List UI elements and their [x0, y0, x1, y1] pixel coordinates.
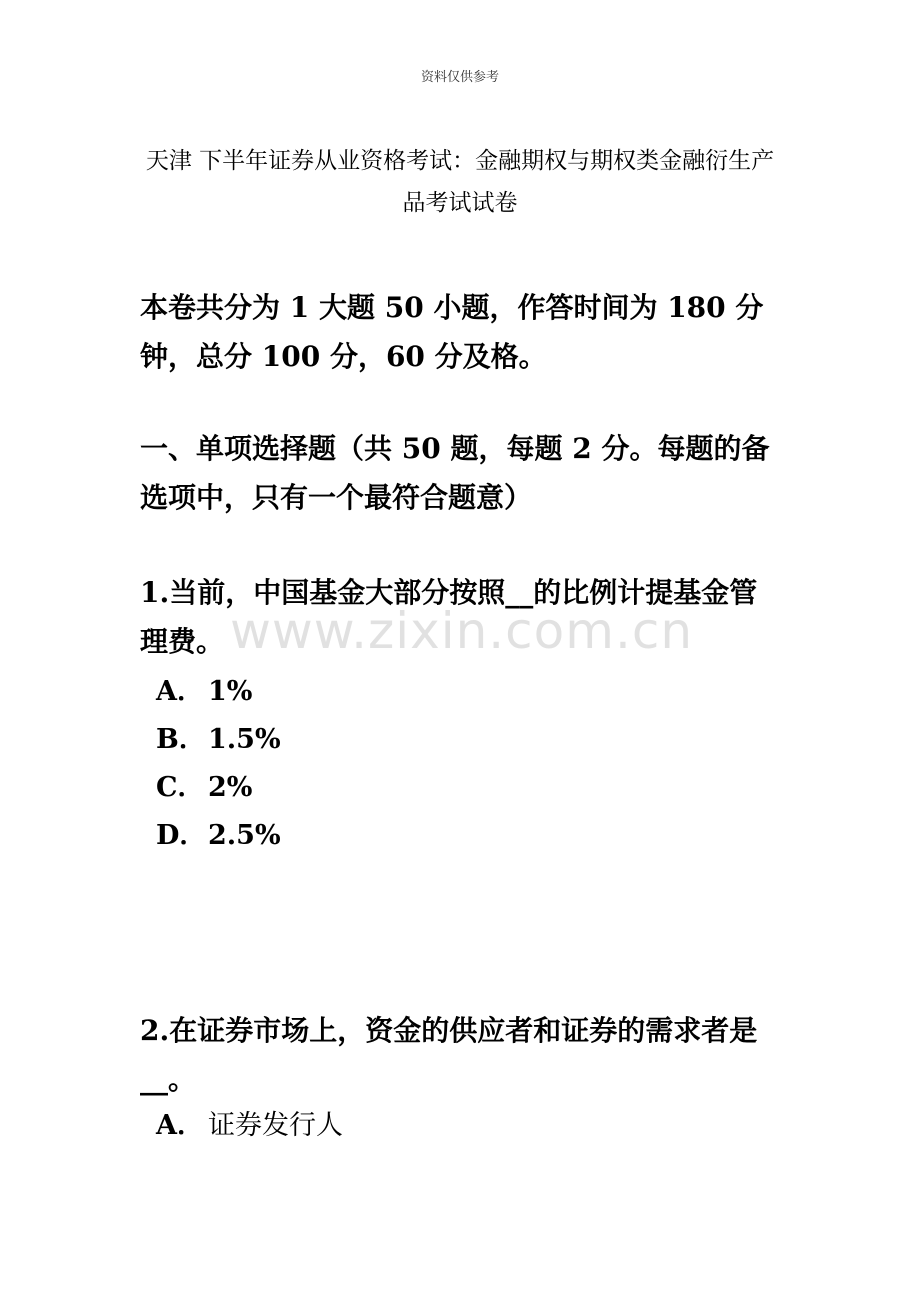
question-2: 2.在证券市场上，资金的供应者和证券的需求者是__。 [140, 1014, 758, 1096]
option-d [156, 816, 281, 856]
option-letter: A． [156, 676, 204, 707]
watermark: www.zixin.com.cn [230, 602, 694, 660]
header-note: 资料仅供参考 [420, 70, 499, 85]
option-text: 1.5% [208, 724, 281, 755]
document-title: 天津 下半年证券从业资格考试：金融期权与期权类金融衍生产品考试试卷 [145, 148, 775, 216]
section-title: 一、单项选择题（共 50 题，每题 2 分。每题的备选项中，只有一个最符合题意） [140, 432, 770, 514]
option-a [156, 1106, 343, 1146]
option-text: 1% [208, 676, 253, 707]
option-text: 证券发行人 [208, 1110, 343, 1141]
option-a [156, 672, 252, 712]
option-letter: B． [156, 724, 206, 755]
question-1: 1.当前，中国基金大部分按照__的比例计提基金管理费。 [140, 576, 758, 658]
option-letter: C． [156, 772, 205, 803]
option-text: 2.5% [208, 820, 281, 851]
option-text: 2% [208, 772, 253, 803]
option-c [156, 768, 252, 808]
exam-intro: 本卷共分为 1 大题 50 小题，作答时间为 180 分钟，总分 100 分，60 分及格。 [140, 291, 764, 373]
option-b [156, 720, 281, 760]
option-letter: D． [156, 820, 207, 851]
option-letter: A． [156, 1110, 204, 1141]
